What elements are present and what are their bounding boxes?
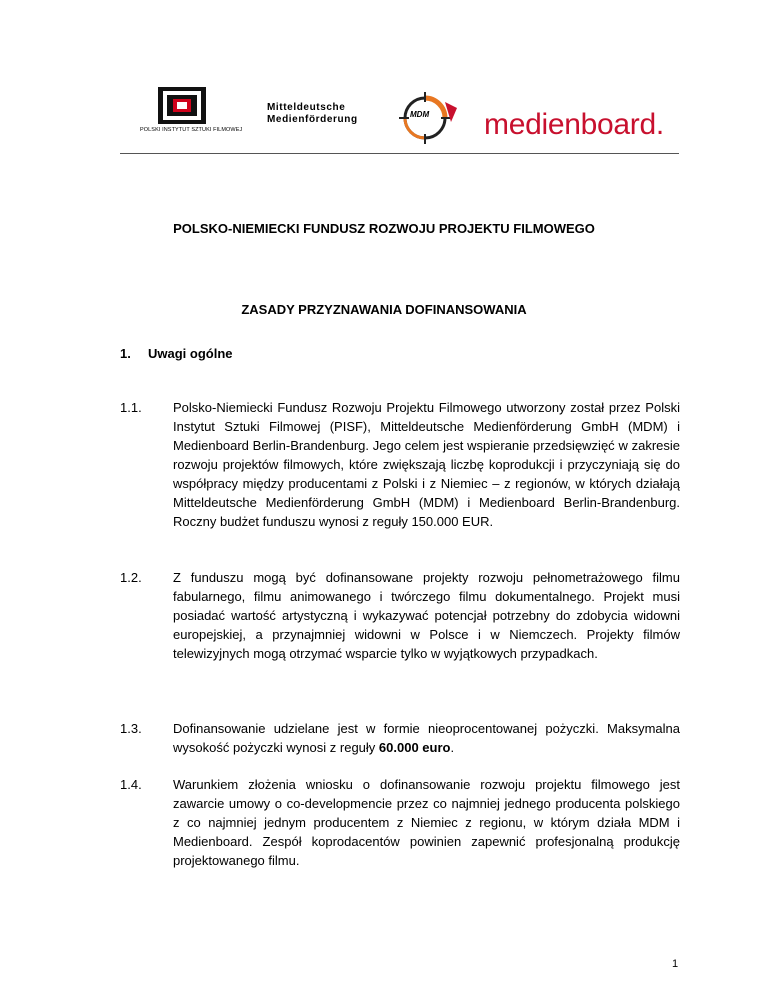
paragraph-number: 1.2. [120,570,142,585]
mdm-logo-wordmark [267,102,358,126]
header-divider [120,153,679,154]
paragraph-1-2 [120,568,680,663]
paragraph-number: 1.1. [120,400,142,415]
paragraph-text [173,719,680,757]
paragraph-1-1 [120,398,680,531]
document-title: POLSKO-NIEMIECKI FUNDUSZ ROZWOJU PROJEKTU FILMOWEGO [173,221,595,236]
paragraph-text-end: . [450,740,455,755]
section-number: 1. [120,346,131,361]
paragraph-1-3 [120,719,680,757]
section-heading [120,346,233,361]
section-title: Uwagi ogólne [148,346,233,361]
pisf-logo-caption: POLSKI INSTYTUT SZTUKI FILMOWEJ [140,127,243,133]
paragraph-text: Polsko-Niemiecki Fundusz Rozwoju Projektu Filmowego utworzony został przez Polski Instytut Sztuki Filmowej (PISF), Mitteldeutsche Medienförderung GmbH (MDM) i Medienboard Berlin-Brandenburg. Jego celem jest wspieranie przedsięwzięć w zakresie rozwoju projektów filmowych, które zwiększają liczbę koprodukcji i przyczyniają się do współpracy między producentami z Polski i z Niemiec – z regionów, w których działają Mitteldeutsche Medienförderung GmbH (MDM) i Medienboard Berlin-Brandenburg. Roczny budżet funduszu wynosi z reguły 150.000 EUR. [173,400,680,529]
mdm-logo-line2: Medienförderung [267,114,358,125]
pisf-logo-icon [158,87,206,124]
loan-amount: 60.000 euro [378,740,451,755]
paragraph-text: Warunkiem złożenia wniosku o dofinansowanie rozwoju projektu filmowego jest zawarcie umowy o co-developmencie przez co najmniej jednego producenta polskiego z co najmniej jednym producentem z Niemiec z regionu, w którym działa MDM i Medienboard. Zespół koprodacentów powinien zapewnić profesjonalną produkcję projektowanego filmu. [173,777,680,868]
paragraph-text-start: Dofinansowanie udzielane jest w formie nieoprocentowanej pożyczki. Maksymalna wysokość pożyczki wynosi z reguły [173,721,680,755]
mdm-crosshair-icon [395,92,463,144]
paragraph-number: 1.3. [120,721,142,736]
medienboard-logo: medienboard. [484,108,664,141]
page-number: 1 [672,958,679,970]
document-subtitle: ZASADY PRZYZNAWANIA DOFINANSOWANIA [241,302,527,317]
mdm-badge-text: MDM [410,110,430,119]
paragraph-1-4 [120,775,680,870]
paragraph-text: Z funduszu mogą być dofinansowane projekty rozwoju pełnometrażowego filmu fabularnego, filmu animowanego i twórczego filmu dokumentalnego. Projekt musi posiadać wartość artystyczną i wykazywać potencjał potrzebny do zdobycia widowni europejskiej, a przynajmniej widowni w Polsce i w Niemczech. Projekty filmów telewizyjnych mogą otrzymać wsparcie tylko w wyjątkowych przypadkach. [173,570,680,661]
mdm-logo-line1: Mitteldeutsche [267,102,346,113]
paragraph-number: 1.4. [120,777,142,792]
